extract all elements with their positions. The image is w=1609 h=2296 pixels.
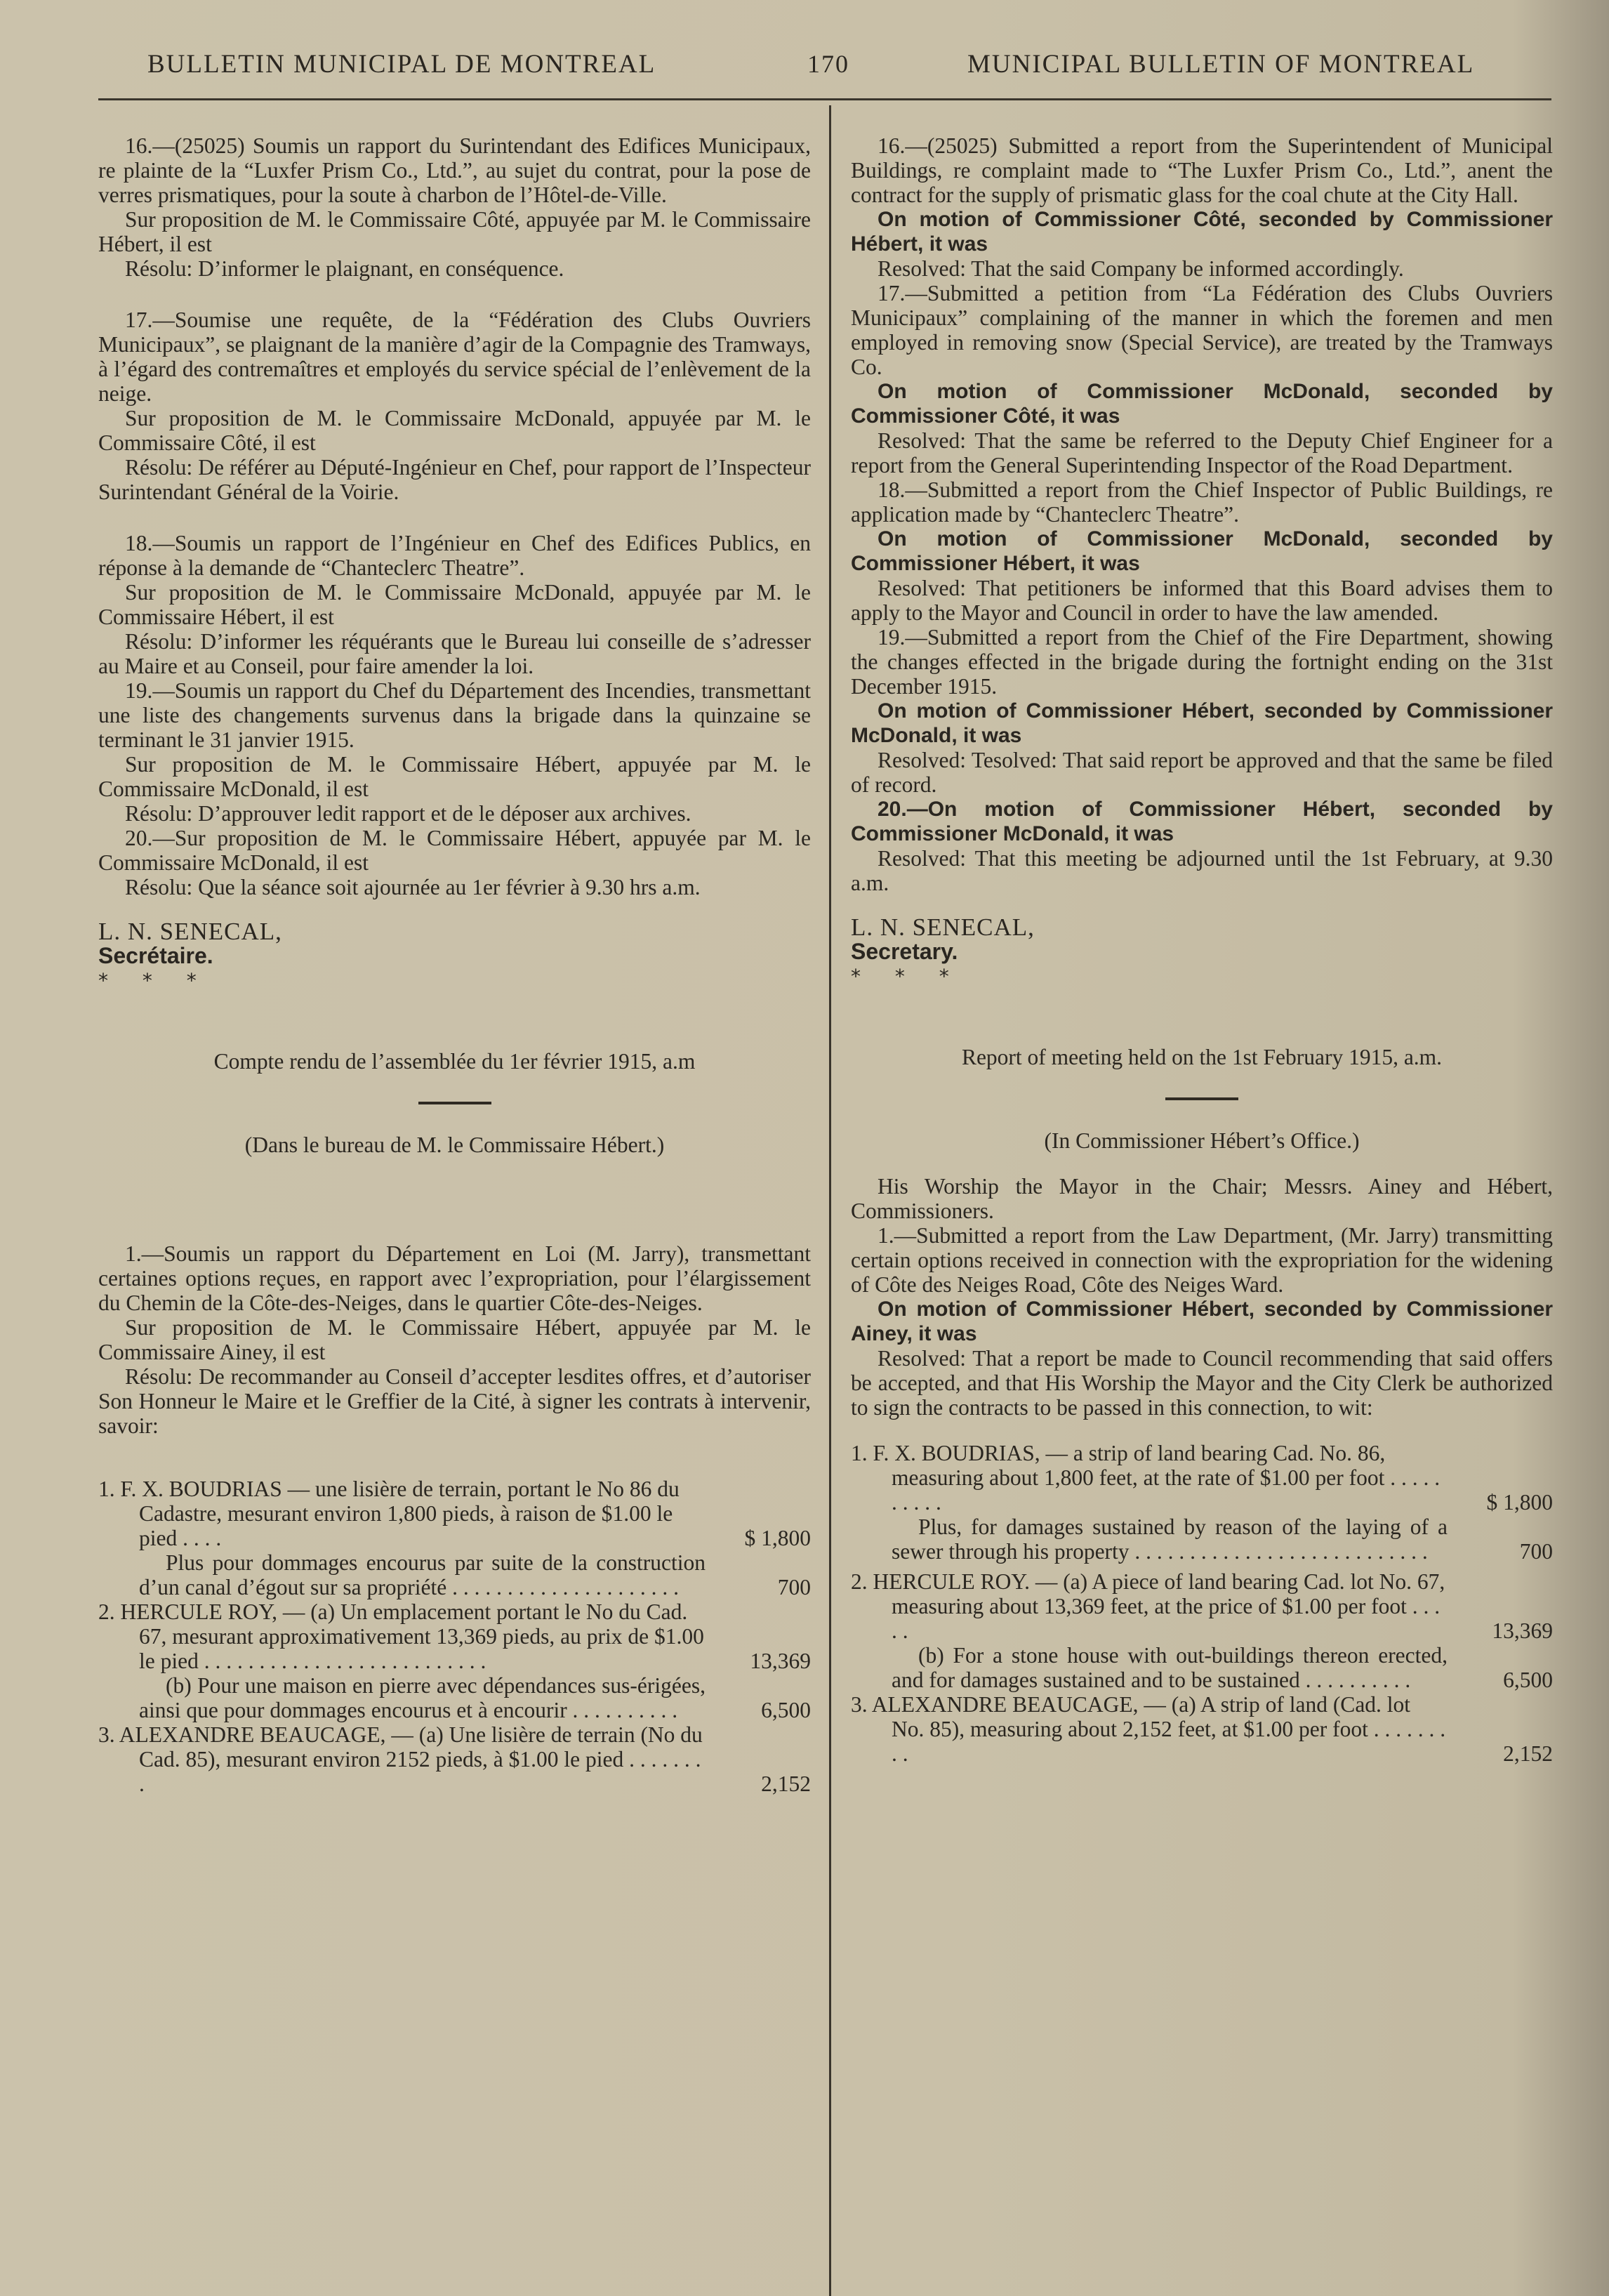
fr-signature-title: Secrétaire.	[98, 943, 213, 968]
french-column	[98, 133, 811, 1796]
fr-expropriation-item	[98, 1722, 811, 1796]
fr-expropriation-item	[98, 1477, 811, 1550]
fr-item-16-motion: Sur proposition de M. le Commissaire Côté, appuyée par M. le Commissaire Hébert, il est	[98, 207, 811, 256]
fr-item-text: 3. ALEXANDRE BEAUCAGE, — (a) Une lisière de terrain (No du Cad. 85), mesurant environ 2152 pieds, à $1.00 le pied . . . . . . . .	[98, 1722, 703, 1796]
fr-item-1-motion: Sur proposition de M. le Commissaire Hébert, appuyée par M. le Commissaire Ainey, il est	[98, 1315, 811, 1364]
en-item-1-motion: On motion of Commissioner Hébert, seconded by Commissioner Ainey, it was	[851, 1298, 1553, 1345]
fr-item-18-motion: Sur proposition de M. le Commissaire McDonald, appuyée par M. le Commissaire Hébert, il est	[98, 580, 811, 629]
fr-item-20: 20.—Sur proposition de M. le Commissaire Hébert, appuyée par M. le Commissaire McDonald, il est	[98, 826, 811, 875]
page-number: 170	[807, 50, 849, 78]
en-item-18-resolved: Resolved: That petitioners be informed that this Board advises them to apply to the Mayor and Council in order to have the law amended.	[851, 576, 1553, 625]
en-item-19-motion: On motion of Commissioner Hébert, seconded by Commissioner McDonald, it was	[851, 699, 1553, 747]
header-left-title: BULLETIN MUNICIPAL DE MONTREAL	[147, 50, 656, 79]
en-item-text: 2. HERCULE ROY. — (a) A piece of land bearing Cad. lot No. 67, measuring about 13,369 feet, at the price of $1.00 per foot . . . . .	[851, 1569, 1445, 1643]
fr-signature: L. N. SENECAL,	[98, 918, 282, 945]
en-item-text: 3. ALEXANDRE BEAUCAGE, — (a) A strip of land (Cad. lot No. 85), measuring about 2,152 feet, at $1.00 per foot . . . . . . . . .	[851, 1692, 1446, 1766]
fr-short-rule	[418, 1102, 491, 1104]
en-item-20-resolved: Resolved: That this meeting be adjourned until the 1st February, at 9.30 a.m.	[851, 846, 1553, 895]
en-signature: L. N. SENECAL,	[851, 913, 1035, 941]
fr-item-amount: 13,369	[750, 1649, 811, 1673]
en-item-19: 19.—Submitted a report from the Chief of the Fire Department, showing the changes effected in the brigade during the fortnight ending on the 31st December 1915.	[851, 625, 1553, 699]
fr-item-16-resolved: Résolu: D’informer le plaignant, en conséquence.	[125, 256, 564, 281]
fr-item-1: 1.—Soumis un rapport du Département en Loi (M. Jarry), transmettant certaines options reçues, en rapport avec l’expropriation, pour l’élargissement du Chemin de la Côte-des-Neiges, dans le quartier Côte-des-Neiges.	[98, 1241, 811, 1315]
en-item-amount: 13,369	[1492, 1618, 1553, 1643]
column-divider	[829, 105, 831, 2296]
fr-item-amount: 700	[777, 1575, 811, 1599]
en-item-16-resolved: Resolved: That the said Company be informed accordingly.	[878, 256, 1404, 281]
fr-expropriation-item	[98, 1673, 811, 1722]
fr-expropriation-item	[98, 1550, 811, 1599]
en-item-18-motion: On motion of Commissioner McDonald, seconded by Commissioner Hébert, it was	[851, 527, 1553, 575]
en-item-amount: 2,152	[1503, 1741, 1553, 1766]
fr-report-title: Compte rendu de l’assemblée du 1er février 1915, a.m	[213, 1049, 696, 1074]
fr-item-17: 17.—Soumise une requête, de la “Fédération des Clubs Ouvriers Municipaux”, se plaignant de la manière d’agir de la Compagnie des Tramways, à l’égard des contremaîtres et employés du service spécial de l’enlèvement de la neige.	[98, 308, 811, 406]
en-short-rule	[1165, 1097, 1238, 1100]
en-expropriation-item	[851, 1441, 1553, 1515]
en-item-text: Plus, for damages sustained by reason of the laying of a sewer through his property . . . . . . . . . . . . . . . . . . . . . . . . . . .	[892, 1515, 1448, 1564]
english-column	[851, 133, 1553, 1766]
en-item-amount: $ 1,800	[1486, 1490, 1553, 1515]
en-report-title: Report of meeting held on the 1st February 1915, a.m.	[961, 1045, 1443, 1069]
fr-item-amount: 6,500	[761, 1698, 811, 1722]
en-item-17-motion: On motion of Commissioner McDonald, seconded by Commissioner Côté, it was	[851, 380, 1553, 428]
fr-expropriation-item	[98, 1599, 811, 1673]
en-item-19-resolved: Resolved: Tesolved: That said report be approved and that the same be filed of record.	[851, 748, 1553, 797]
en-item-text: (b) For a stone house with out-buildings thereon erected, and for damages sustained and to be sustained . . . . . . . . . .	[892, 1643, 1448, 1692]
fr-item-17-motion: Sur proposition de M. le Commissaire McDonald, appuyée par M. le Commissaire Côté, il est	[98, 406, 811, 455]
fr-item-17-resolved: Résolu: De référer au Député-Ingénieur en Chef, pour rapport de l’Inspecteur Surintendant Général de la Voirie.	[98, 455, 811, 504]
fr-item-amount: $ 1,800	[744, 1526, 811, 1550]
en-expropriation-item	[851, 1643, 1553, 1692]
en-expropriation-item	[851, 1569, 1553, 1643]
en-item-17: 17.—Submitted a petition from “La Fédération des Clubs Ouvriers Municipaux” complaining of the manner in which the foremen and men employed in removing snow (Special Service), are treated by the Tramways Co.	[851, 281, 1553, 379]
en-item-16-motion: On motion of Commissioner Côté, seconded by Commissioner Hébert, it was	[851, 208, 1553, 256]
en-expropriation-item	[851, 1692, 1553, 1766]
en-item-18: 18.—Submitted a report from the Chief Inspector of Public Buildings, re application made by “Chanteclerc Theatre”.	[851, 477, 1553, 527]
fr-item-text: (b) Pour une maison en pierre avec dépendances sus-érigées, ainsi que pour dommages encourus et à encourir . . . . . . . . . .	[139, 1673, 706, 1722]
fr-item-16: 16.—(25025) Soumis un rapport du Surintendant des Edifices Municipaux, re plainte de la “Luxfer Prism Co., Ltd.”, au sujet du contrat, pour la pose de verres prismatiques, pour la soute à charbon de l’Hôtel-de-Ville.	[98, 133, 811, 207]
fr-item-1-resolved: Résolu: De recommander au Conseil d’accepter lesdites offres, et d’autoriser Son Honneur le Maire et le Greffier de la Cité, à signer les contrats à intervenir, savoir:	[98, 1364, 811, 1438]
en-item-1: 1.—Submitted a report from the Law Department, (Mr. Jarry) transmitting certain options received in connection with the expropriation for the widening of Côte des Neiges Road, Côte des Neiges Ward.	[851, 1223, 1553, 1297]
en-item-amount: 6,500	[1503, 1668, 1553, 1692]
en-section-separator: * * *	[851, 965, 963, 988]
en-item-16: 16.—(25025) Submitted a report from the Superintendent of Municipal Buildings, re complaint made to “The Luxfer Prism Co., Ltd.”, anent the contract for the supply of prismatic glass for the coal chute at the City Hall.	[851, 133, 1553, 207]
fr-item-18: 18.—Soumis un rapport de l’Ingénieur en Chef des Edifices Publics, en réponse à la demande de “Chanteclerc Theatre”.	[98, 531, 811, 580]
fr-item-amount: 2,152	[761, 1772, 811, 1796]
fr-item-text: 2. HERCULE ROY, — (a) Un emplacement portant le No du Cad. 67, mesurant approximativement 13,369 pieds, au prix de $1.00 le pied . . . . . . . . . . . . . . . . . . . . . . . . . .	[98, 1599, 704, 1673]
fr-item-text: Plus pour dommages encourus par suite de la construction d’un canal d’égout sur sa propriété . . . . . . . . . . . . . . . . . . . . .	[139, 1550, 706, 1599]
fr-item-19-motion: Sur proposition de M. le Commissaire Hébert, appuyée par M. le Commissaire McDonald, il est	[98, 752, 811, 801]
en-item-17-resolved: Resolved: That the same be referred to the Deputy Chief Engineer for a report from the General Superintending Inspector of the Road Department.	[851, 428, 1553, 477]
en-office: (In Commissioner Hébert’s Office.)	[1044, 1128, 1360, 1153]
en-item-1-resolved: Resolved: That a report be made to Council recommending that said offers be accepted, and that His Worship the Mayor and the City Clerk be authorized to sign the contracts to be passed in this connection, to wit:	[851, 1346, 1553, 1420]
fr-item-19: 19.—Soumis un rapport du Chef du Département des Incendies, transmettant une liste des changements survenus dans la brigade dans la quinzaine se terminant le 31 janvier 1915.	[98, 678, 811, 752]
fr-item-19-resolved: Résolu: D’approuver ledit rapport et de le déposer aux archives.	[125, 801, 691, 826]
fr-item-text: 1. F. X. BOUDRIAS — une lisière de terrain, portant le No 86 du Cadastre, mesurant environ 1,800 pieds, à raison de $1.00 le pied . . . .	[98, 1477, 680, 1550]
en-item-text: 1. F. X. BOUDRIAS, — a strip of land bearing Cad. No. 86, measuring about 1,800 feet, at the rate of $1.00 per foot . . . . . . . . . .	[851, 1441, 1441, 1515]
en-item-20: 20.—On motion of Commissioner Hébert, seconded by Commissioner McDonald, it was	[851, 798, 1553, 845]
fr-item-18-resolved: Résolu: D’informer les réquérants que le Bureau lui conseille de s’adresser au Maire et au Conseil, pour faire amender la loi.	[98, 629, 811, 678]
fr-section-separator: * * *	[98, 969, 211, 992]
en-present: His Worship the Mayor in the Chair; Messrs. Ainey and Hébert, Commissioners.	[851, 1174, 1553, 1223]
fr-office: (Dans le bureau de M. le Commissaire Hébert.)	[244, 1133, 665, 1157]
header-right-title: MUNICIPAL BULLETIN OF MONTREAL	[967, 50, 1475, 79]
en-signature-title: Secretary.	[851, 939, 958, 964]
en-item-amount: 700	[1519, 1539, 1553, 1564]
header-rule	[98, 98, 1551, 100]
en-expropriation-item	[851, 1515, 1553, 1564]
fr-item-20-resolved: Résolu: Que la séance soit ajournée au 1er février à 9.30 hrs a.m.	[125, 875, 701, 899]
